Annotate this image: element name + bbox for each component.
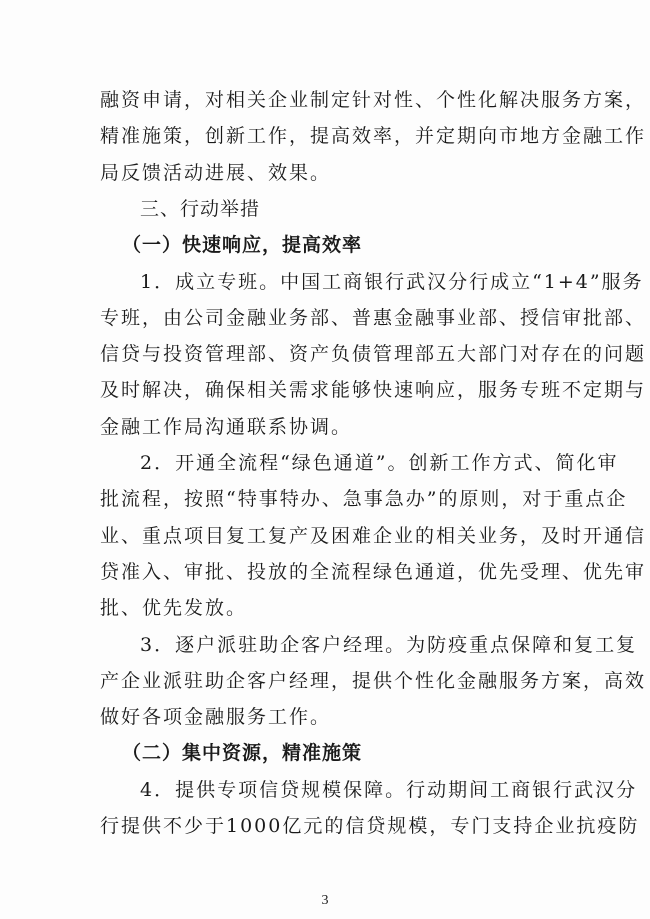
body-text-line: 业、重点项目复工复产及困难企业的相关业务，及时开通信	[100, 524, 647, 547]
body-text-line: 3．逐户派驻助企客户经理。为防疫重点保障和复工复	[140, 633, 638, 656]
body-text-line: 专班，由公司金融业务部、普惠金融事业部、授信审批部、	[100, 306, 647, 329]
body-text-line: 行提供不少于1000亿元的信贷规模，专门支持企业抗疫防	[100, 815, 640, 837]
body-text-line: 金融工作局沟通联系协调。	[100, 415, 353, 438]
subsection-heading: （一）快速响应，提高效率	[122, 234, 363, 257]
section-heading: 三、行动举措	[140, 197, 261, 220]
body-text-line: 2．开通全流程“绿色通道”。创新工作方式、简化审	[140, 452, 619, 474]
body-text-line: 精准施策，创新工作，提高效率，并定期向市地方金融工作	[100, 125, 647, 148]
body-text-line: 1．成立专班。中国工商银行武汉分行成立“1+4”服务	[140, 270, 644, 293]
body-text-line: 产企业派驻助企客户经理，提供个性化金融服务方案，高效	[100, 669, 647, 692]
body-text-line: 批流程，按照“特事特办、急事急办”的原则，对于重点企	[100, 488, 628, 511]
body-text-line: 贷准入、审批、投放的全流程绿色通道，优先受理、优先审	[100, 560, 647, 583]
body-text-line: 批、优先发放。	[100, 597, 248, 620]
body-text-line: 信贷与投资管理部、资产负债管理部五大部门对存在的问题	[100, 343, 647, 366]
page-number: 3	[321, 893, 329, 908]
body-text-line: 局反馈活动进展、效果。	[100, 161, 332, 184]
body-text-line: 做好各项金融服务工作。	[100, 706, 332, 729]
body-text-line: 融资申请，对相关企业制定针对性、个性化解决服务方案，	[100, 89, 647, 111]
body-text-line: 及时解决，确保相关需求能够快速响应，服务专班不定期与	[100, 379, 647, 402]
subsection-heading: （二）集中资源，精准施策	[122, 742, 363, 765]
body-text-line: 4．提供专项信贷规模保障。行动期间工商银行武汉分	[140, 778, 638, 801]
